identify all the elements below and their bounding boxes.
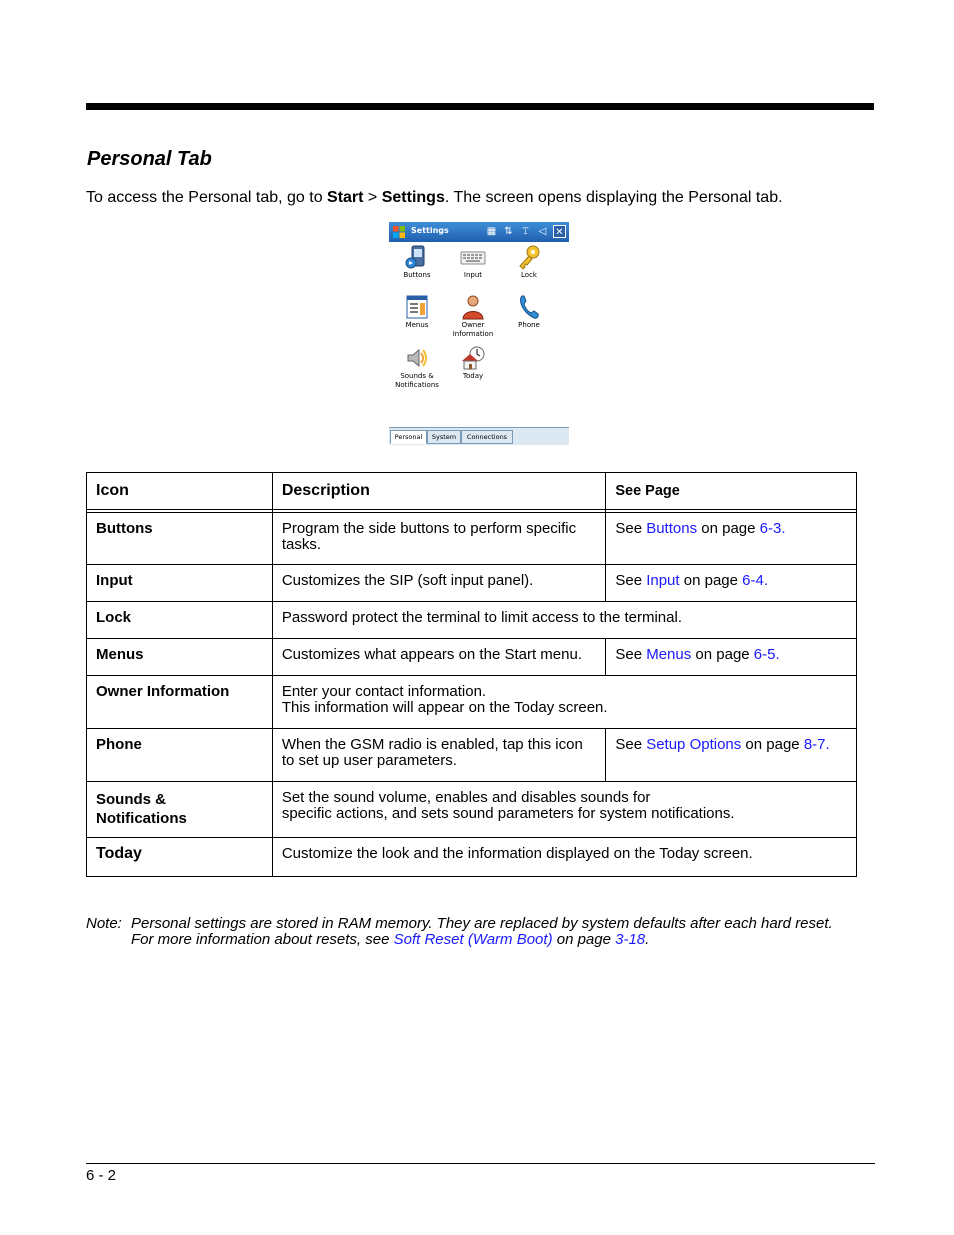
status-icons — [485, 225, 566, 238]
period: . — [825, 736, 830, 753]
on-page-text: on page — [697, 520, 760, 537]
note-body — [131, 916, 871, 948]
row-icon-name — [87, 782, 273, 838]
input-link[interactable]: Input — [646, 572, 680, 589]
intro-prefix: To access the Personal tab, go to — [86, 189, 328, 206]
description-line-1: Enter your contact information. — [281, 683, 487, 700]
description-line-1: Set the sound volume, enables and disables sounds for — [281, 789, 651, 806]
app-label-input: Input — [463, 271, 483, 279]
app-label-lock: Lock — [521, 271, 537, 279]
see-text: See — [615, 736, 647, 753]
app-buttons[interactable] — [389, 244, 445, 280]
row-see-page — [606, 729, 857, 782]
tab-system[interactable]: System — [427, 430, 461, 444]
on-page-text: on page — [679, 572, 743, 589]
table-row — [87, 602, 857, 639]
key-icon — [516, 244, 542, 270]
row-description: Customizes the SIP (soft input panel). — [272, 565, 606, 602]
row-icon-name: Owner Information — [87, 676, 273, 729]
app-menus[interactable] — [389, 294, 445, 330]
app-label-phone: Phone — [518, 321, 540, 329]
app-label-menus: Menus — [405, 321, 429, 329]
see-text: See — [615, 572, 647, 589]
note-text-2: For more information about resets, see — [131, 931, 394, 948]
windows-start-icon[interactable] — [392, 225, 406, 239]
row-description — [272, 676, 856, 729]
app-label-owner-information: Owner Information — [452, 321, 494, 338]
icon-name-line-2: Notifications — [96, 810, 187, 827]
table-row — [87, 565, 857, 602]
intro-sep: > — [363, 189, 382, 206]
menus-link[interactable]: Menus — [646, 646, 692, 663]
intro-start: Start — [327, 189, 364, 206]
note-period: . — [645, 931, 650, 948]
close-icon[interactable]: ✕ — [553, 225, 566, 238]
page-6-5-link[interactable]: 6-5 — [753, 646, 776, 663]
row-icon-name: Buttons — [87, 513, 273, 565]
page-6-3-link[interactable]: 6-3 — [759, 520, 782, 537]
on-page-text: on page — [741, 736, 804, 753]
intro-settings: Settings — [381, 189, 445, 206]
app-sounds-notifications[interactable] — [389, 345, 445, 389]
app-label-today: Today — [462, 372, 484, 380]
intro-paragraph — [86, 189, 783, 207]
row-description: Program the side buttons to perform specific tasks. — [272, 513, 606, 565]
row-icon-name: Today — [87, 838, 273, 877]
header-description: Description — [272, 473, 606, 510]
description-line-2: This information will appear on the Today screen. — [281, 699, 608, 716]
person-icon — [460, 294, 486, 320]
row-see-page — [606, 513, 857, 565]
row-description: Password protect the terminal to limit access to the terminal. — [272, 602, 856, 639]
tab-connections[interactable]: Connections — [461, 430, 513, 444]
table-header-row — [87, 473, 857, 510]
input-indicator-icon[interactable]: ▦ — [486, 226, 497, 237]
tab-personal[interactable]: Personal — [390, 430, 427, 444]
buttons-link[interactable]: Buttons — [646, 520, 698, 537]
period: . — [775, 646, 780, 663]
soft-reset-link[interactable]: Soft Reset (Warm Boot) — [393, 931, 553, 948]
page-3-18-link[interactable]: 3-18 — [615, 931, 646, 948]
app-label-buttons: Buttons — [403, 271, 431, 279]
table-row — [87, 639, 857, 676]
table-row — [87, 782, 857, 838]
see-text: See — [615, 646, 647, 663]
settings-tab-bar — [389, 427, 569, 445]
page-number: 6 - 2 — [86, 1167, 117, 1184]
app-today[interactable] — [445, 345, 501, 381]
personal-settings-table — [86, 472, 857, 877]
row-see-page — [606, 639, 857, 676]
speaker-icon — [404, 345, 430, 371]
page-6-4-link[interactable]: 6-4 — [742, 572, 764, 589]
note-text-1: Personal settings are stored in RAM memory. They are replaced by system defaults after each hard reset. — [131, 915, 833, 932]
period: . — [781, 520, 786, 537]
keyboard-icon — [460, 244, 486, 270]
note-label: Note: — [86, 915, 122, 932]
footer-rule — [86, 1163, 875, 1164]
app-label-sounds-notifications: Sounds & Notifications — [395, 372, 439, 389]
row-icon-name: Phone — [87, 729, 273, 782]
row-icon-name: Menus — [87, 639, 273, 676]
menus-icon — [404, 294, 430, 320]
connectivity-icon[interactable]: ⇅ — [504, 226, 513, 237]
row-description: When the GSM radio is enabled, tap this icon to set up user parameters. — [272, 729, 606, 782]
note-on-page: on page — [552, 931, 616, 948]
icon-name-line-1: Sounds & — [96, 791, 166, 808]
see-text: See — [615, 520, 647, 537]
header-rule — [86, 103, 874, 110]
header-see-page: See Page — [606, 473, 857, 510]
signal-off-icon[interactable]: 𝚃 — [521, 226, 530, 237]
setup-options-link[interactable]: Setup Options — [646, 736, 742, 753]
row-description: Customize the look and the information displayed on the Today screen. — [272, 838, 856, 877]
table-row — [87, 838, 857, 877]
app-owner-information[interactable] — [445, 294, 501, 338]
buttons-icon — [404, 244, 430, 270]
window-title: Settings — [411, 226, 449, 235]
section-title: Personal Tab — [87, 148, 212, 170]
description-line-2: specific actions, and sets sound parameters for system notifications. — [281, 805, 735, 822]
period: . — [763, 572, 768, 589]
row-icon-name: Input — [87, 565, 273, 602]
volume-muted-icon[interactable]: ◁ — [538, 226, 547, 237]
on-page-text: on page — [691, 646, 754, 663]
row-see-page — [606, 565, 857, 602]
row-icon-name: Lock — [87, 602, 273, 639]
title-bar — [389, 222, 569, 242]
app-lock[interactable] — [501, 244, 557, 280]
today-house-icon — [460, 345, 486, 371]
settings-screenshot — [389, 222, 569, 444]
row-description — [272, 782, 856, 838]
header-icon: Icon — [87, 473, 273, 510]
app-phone[interactable] — [501, 294, 557, 330]
page-8-7-link[interactable]: 8-7 — [803, 736, 826, 753]
table-row — [87, 676, 857, 729]
table-row — [87, 513, 857, 565]
app-input[interactable] — [445, 244, 501, 280]
intro-suffix: . The screen opens displaying the Personal tab. — [444, 189, 783, 206]
phone-icon — [516, 294, 542, 320]
row-description: Customizes what appears on the Start menu. — [272, 639, 606, 676]
table-row — [87, 729, 857, 782]
